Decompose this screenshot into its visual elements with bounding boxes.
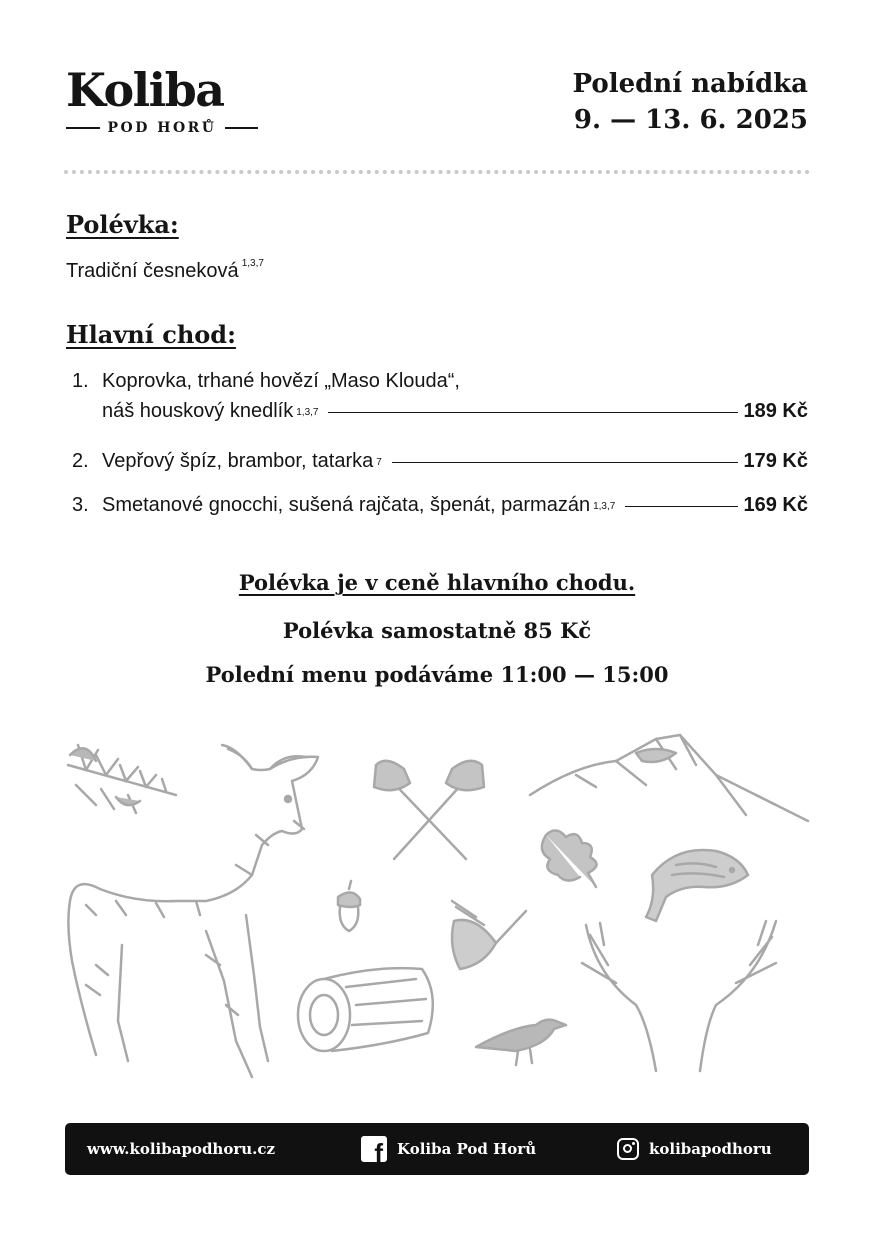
- price-leader-line: [328, 412, 737, 413]
- facebook-name: Koliba Pod Horů: [397, 1140, 537, 1158]
- menu-title: Polední nabídka: [572, 69, 808, 99]
- dish-name: Koprovka, trhané hovězí „Maso Klouda“,: [102, 370, 460, 392]
- instagram-handle: kolibapodhoru: [649, 1140, 772, 1158]
- bird-illustration: [476, 1020, 566, 1065]
- soup-name: Tradiční česneková: [66, 260, 239, 282]
- logo-subtitle: POD HORŮ: [107, 120, 217, 136]
- soup-allergens: 1,3,7: [241, 258, 264, 269]
- dish-allergens: 7: [376, 457, 382, 468]
- logo-rule-right: [225, 127, 259, 129]
- soup-item: [66, 260, 264, 283]
- antlers-illustration: [582, 921, 776, 1071]
- dish-name: Smetanové gnocchi, sušená rajčata, špenát, parmazán: [102, 494, 591, 516]
- footer-bar: [65, 1123, 809, 1175]
- dotted-divider: [64, 170, 810, 174]
- dish-number: 1.: [72, 370, 89, 392]
- price-leader-line: [625, 506, 737, 507]
- lunch-hours-note: Polední menu podáváme 11:00 — 15:00: [205, 662, 669, 687]
- oak-leaf-illustration: [542, 830, 597, 887]
- price-leader-line: [392, 462, 738, 463]
- facebook-link[interactable]: [361, 1123, 536, 1175]
- menu-header: [573, 66, 808, 138]
- soup-heading: Polévka:: [66, 210, 179, 239]
- dish-price: 189 Kč: [743, 400, 808, 422]
- soup-included-note: Polévka je v ceně hlavního chodu.: [238, 570, 636, 595]
- dish-price: 179 Kč: [743, 450, 808, 472]
- log-illustration: [298, 968, 433, 1051]
- axes-illustration: [374, 761, 484, 859]
- logo-name: Koliba: [66, 63, 224, 117]
- woodland-illustrations: [56, 725, 816, 1085]
- dish-number: 2.: [72, 450, 89, 472]
- acorn-illustration: [338, 881, 360, 931]
- fish-illustration: [646, 850, 748, 921]
- logo-rule-left: [66, 127, 100, 129]
- dish-number: 3.: [72, 494, 89, 516]
- logo: [66, 62, 258, 136]
- dish-name-continued: náš houskový knedlík: [102, 400, 294, 422]
- dish-allergens: 1,3,7: [593, 501, 616, 512]
- dish-allergens: 1,3,7: [296, 407, 319, 418]
- instagram-icon: [617, 1138, 639, 1160]
- facebook-icon: f: [361, 1136, 387, 1162]
- logo-subtitle-row: [66, 120, 258, 136]
- instagram-link[interactable]: [617, 1123, 772, 1175]
- branch-illustration: [68, 745, 176, 813]
- website-url: www.kolibapodhoru.cz: [87, 1140, 276, 1158]
- pinecone-illustration: [452, 901, 526, 969]
- dish-name: Vepřový špíz, brambor, tatarka: [102, 450, 374, 472]
- dish-price: 169 Kč: [743, 494, 808, 516]
- website-link[interactable]: [87, 1123, 275, 1175]
- main-course-heading: Hlavní chod:: [66, 320, 236, 349]
- mountain-illustration: [530, 735, 808, 821]
- menu-date-range: 9. — 13. 6. 2025: [573, 105, 808, 135]
- soup-separate-price-note: Polévka samostatně 85 Kč: [282, 618, 592, 643]
